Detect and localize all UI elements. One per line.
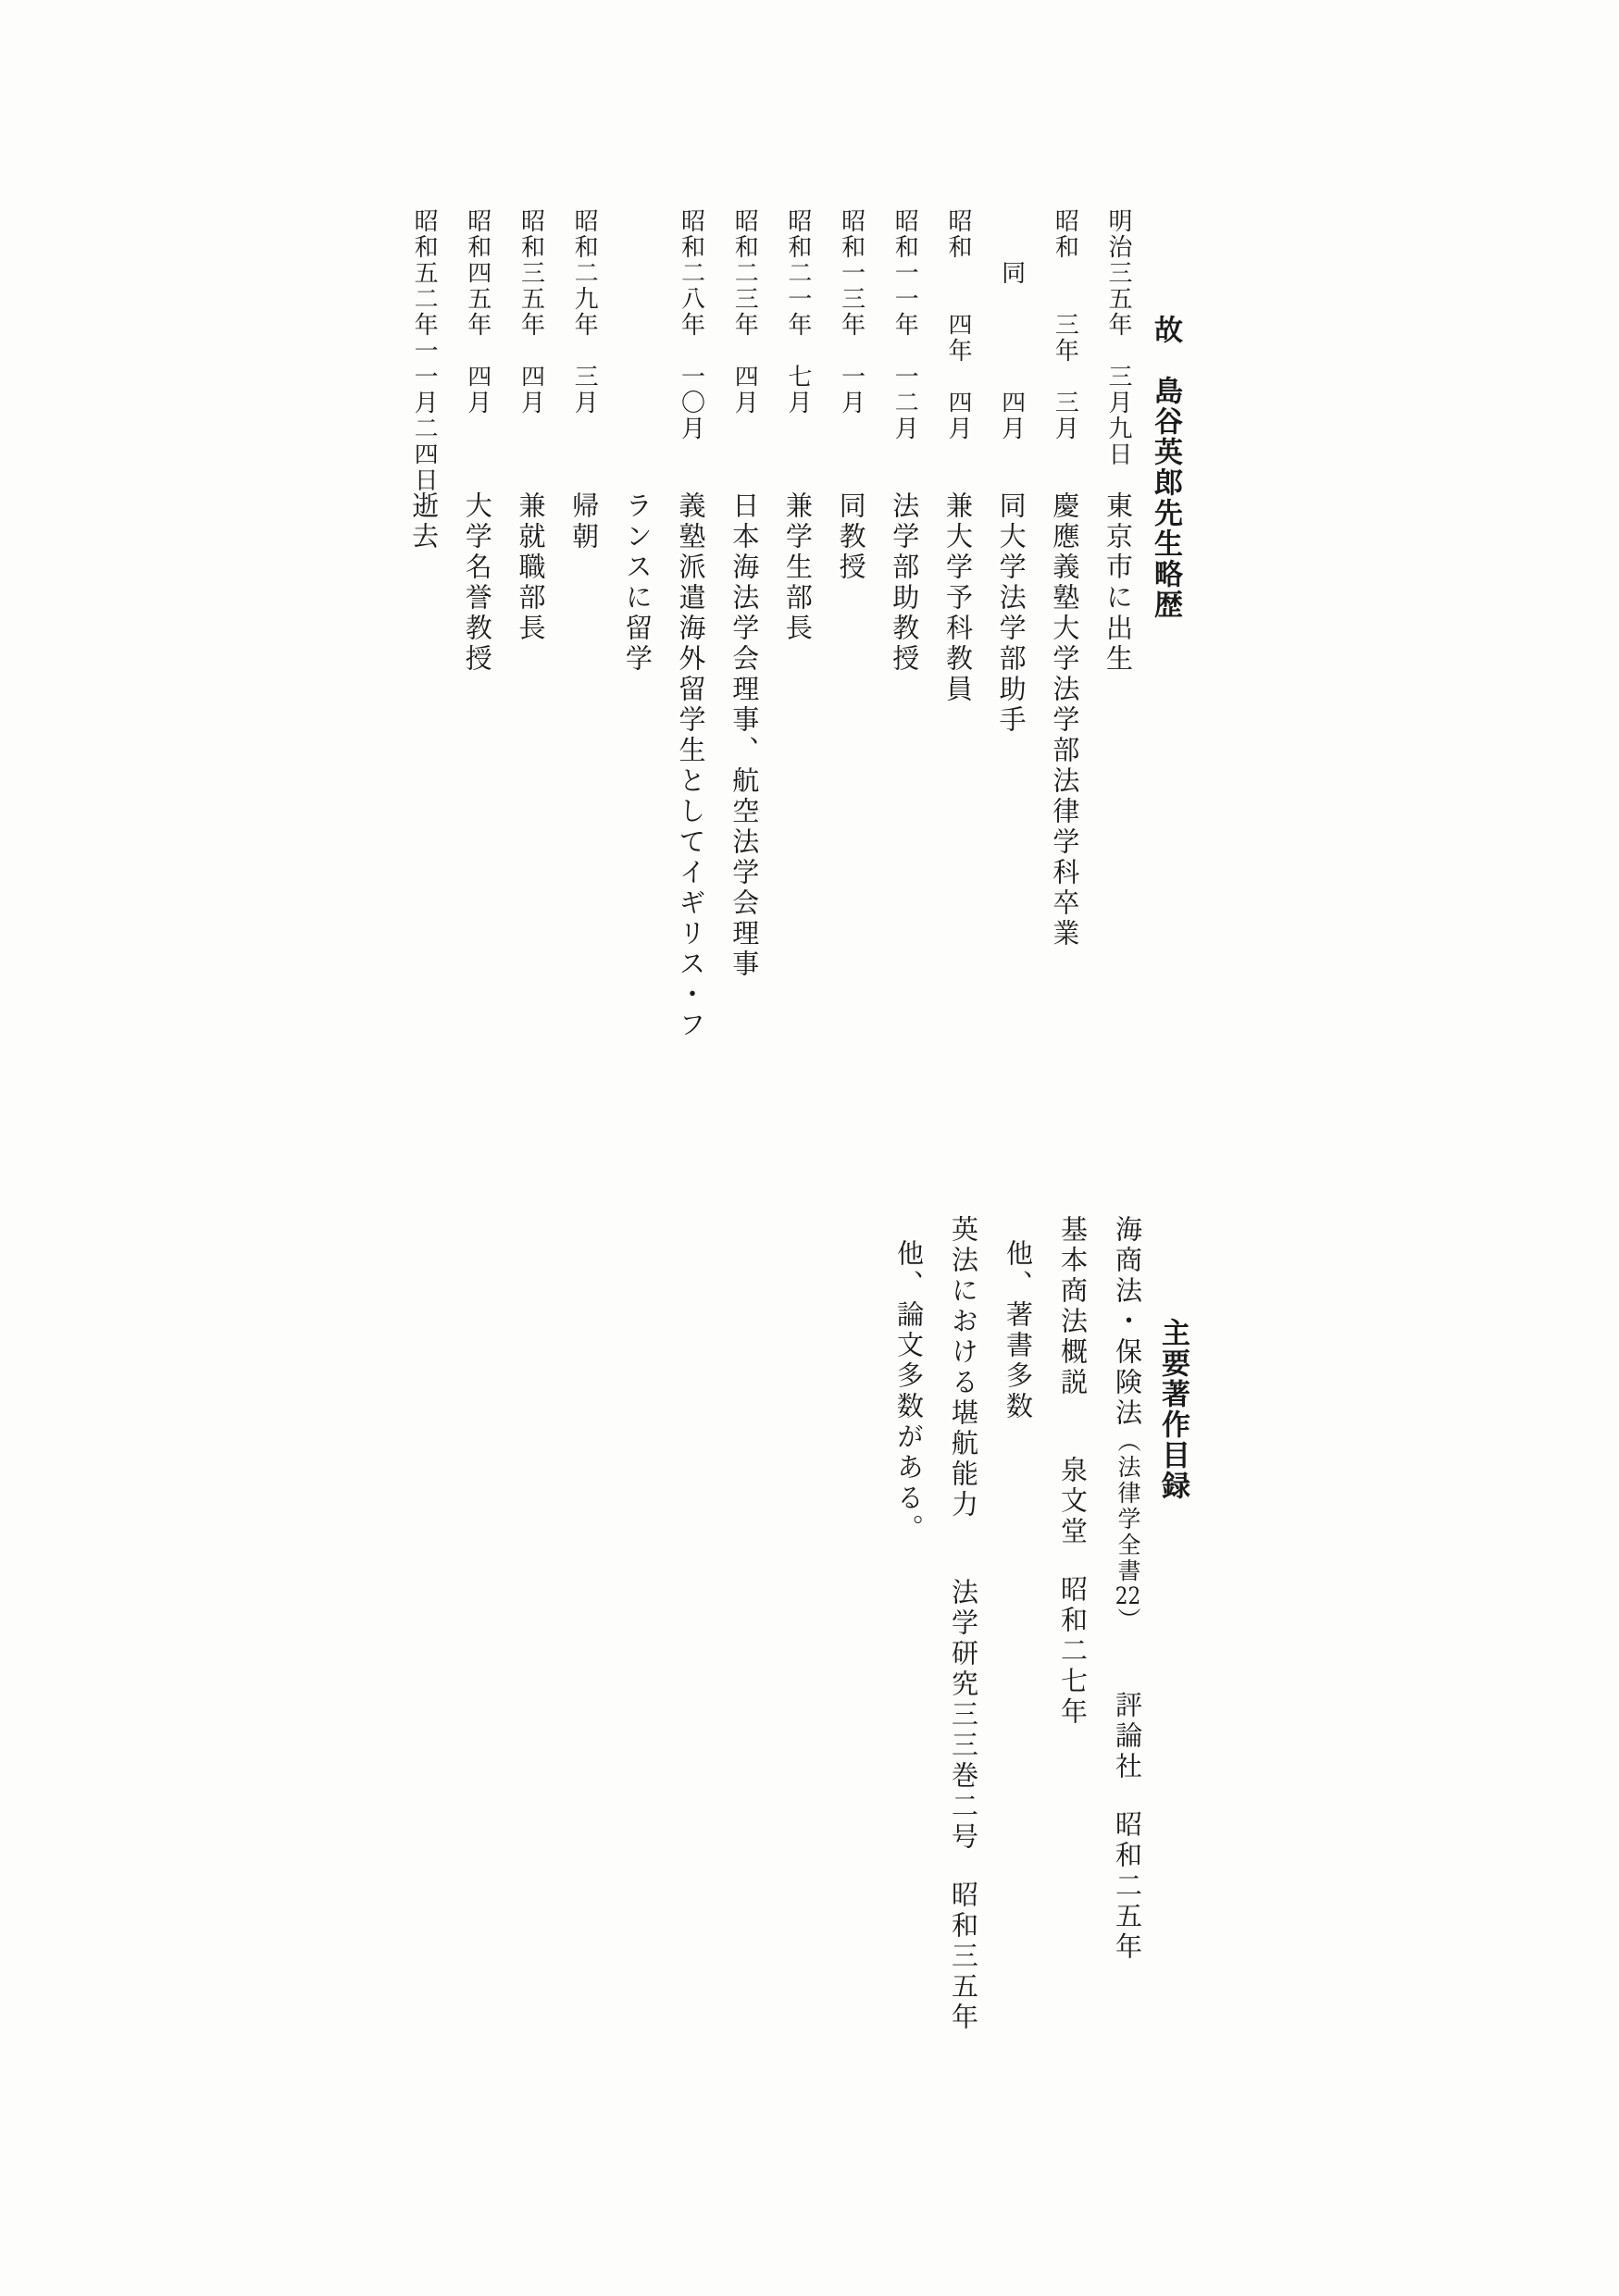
entry-date: 明治三五年 三月九日 bbox=[1104, 208, 1132, 467]
works-entry bbox=[1031, 1215, 1089, 2289]
entry-text: 法学部助教授 bbox=[889, 491, 921, 675]
entry-date: 昭和二八年 一〇月 bbox=[677, 208, 705, 441]
biography-entry bbox=[757, 208, 814, 1319]
biography-entry bbox=[491, 208, 547, 1319]
biography-title: 故 島谷英郎先生略歴 bbox=[1149, 315, 1182, 620]
entry-date: 昭和一三年 一月 bbox=[837, 208, 866, 416]
entry-date: 昭和二三年 四月 bbox=[730, 208, 759, 416]
series-note-open: （法律学全書 bbox=[1115, 1429, 1141, 1584]
entry-text: 日本海法学会理事、航空法学会理事 bbox=[729, 491, 761, 980]
works-entry bbox=[1086, 1215, 1143, 2289]
works-entries bbox=[867, 1215, 1143, 2289]
work-title: 基本商法概説 bbox=[1057, 1215, 1089, 1398]
entry-text: 帰朝 bbox=[568, 491, 601, 552]
biography-entry bbox=[865, 208, 921, 1319]
work-year: 昭和三五年 bbox=[948, 1880, 979, 2033]
biography-entry bbox=[437, 208, 491, 1319]
work-title: 他、著書多数 bbox=[1003, 1239, 1034, 1422]
entry-text: 東京市に出生 bbox=[1102, 491, 1134, 675]
entry-date: 昭和一一年 一二月 bbox=[890, 208, 919, 441]
entry-date: 昭和五二年一一月二四日 bbox=[410, 208, 439, 493]
work-year: 昭和二七年 bbox=[1057, 1575, 1089, 1728]
entry-date: 同 四月 bbox=[997, 208, 1026, 441]
series-note-close: ） bbox=[1115, 1607, 1141, 1633]
work-year: 昭和二五年 bbox=[1112, 1810, 1143, 1963]
work-source: 法学研究三三巻二号 bbox=[948, 1578, 979, 1853]
biography-entries bbox=[383, 208, 1134, 1319]
work-title: 海商法・保険法 bbox=[1112, 1215, 1143, 1429]
biography-entry bbox=[704, 208, 761, 1319]
biography-entry bbox=[597, 208, 654, 1319]
entry-text: 兼大学予科教員 bbox=[941, 491, 974, 705]
entry-text: 同教授 bbox=[835, 491, 867, 583]
biography-entry bbox=[383, 208, 441, 1319]
work-source: 泉文堂 bbox=[1057, 1456, 1089, 1547]
entry-date: 昭和四五年 四月 bbox=[463, 208, 492, 416]
works-entry bbox=[977, 1215, 1034, 2289]
entry-text: 同大学法学部助手 bbox=[995, 491, 1027, 736]
entry-date: 昭和二一年 七月 bbox=[783, 208, 812, 416]
biography-entry bbox=[1077, 208, 1134, 1319]
entry-date: 昭和 三年 三月 bbox=[1051, 208, 1079, 441]
entry-text: 兼就職部長 bbox=[515, 491, 547, 644]
entry-date: 昭和三五年 四月 bbox=[517, 208, 545, 416]
entry-text: 慶應義塾大学法学部法律学科卒業 bbox=[1049, 491, 1081, 949]
work-title: 他、論文多数がある。 bbox=[893, 1239, 925, 1545]
entry-text: 兼学生部長 bbox=[781, 491, 814, 644]
biography-entry bbox=[543, 208, 601, 1319]
biography-entry bbox=[811, 208, 865, 1319]
entry-text: 義塾派遣海外留学生としてイギリス・フ bbox=[675, 491, 707, 1041]
work-title: 英法における堪航能力 bbox=[948, 1215, 979, 1520]
work-series-note bbox=[1115, 1429, 1141, 1633]
entry-date: 昭和 四年 四月 bbox=[943, 208, 972, 441]
biography-entry bbox=[1025, 208, 1081, 1319]
biography-entry bbox=[651, 208, 707, 1319]
entry-text: 大学名誉教授 bbox=[461, 491, 493, 675]
biography-entry bbox=[917, 208, 974, 1319]
series-note-number: 22 bbox=[1115, 1584, 1141, 1607]
entry-text: ランスに留学 bbox=[621, 491, 654, 675]
work-source: 評論社 bbox=[1112, 1691, 1143, 1782]
works-entry bbox=[867, 1215, 925, 2289]
entry-text: 逝去 bbox=[408, 491, 441, 552]
entry-date: 昭和二九年 三月 bbox=[570, 208, 599, 416]
works-title: 主要著作目録 bbox=[1156, 1318, 1189, 1501]
biography-entry bbox=[971, 208, 1025, 1319]
works-entry bbox=[922, 1215, 977, 2289]
